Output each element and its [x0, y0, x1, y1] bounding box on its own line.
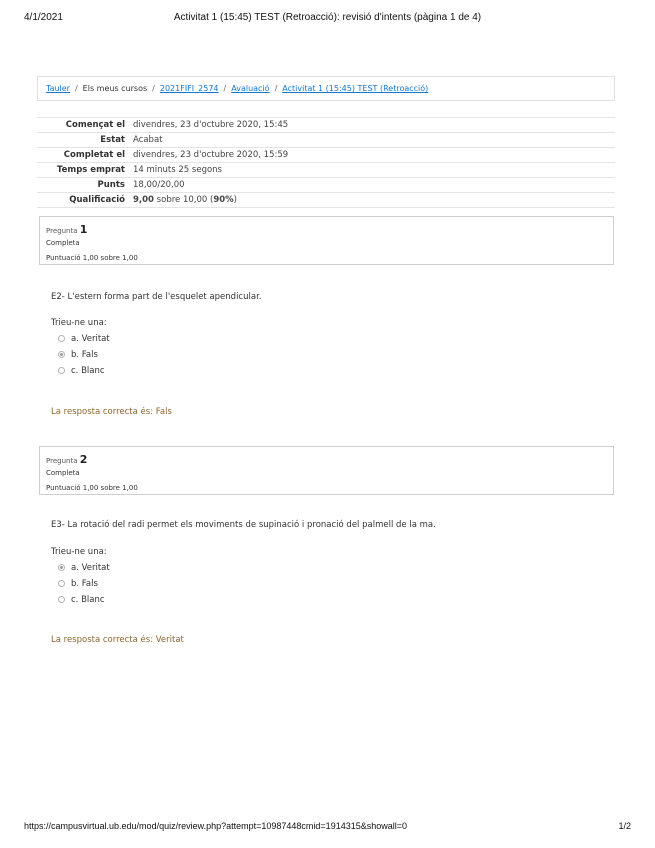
breadcrumb-separator: / [223, 84, 227, 93]
question-number-value: 2 [79, 453, 88, 466]
question-prefix: Pregunta [46, 227, 78, 235]
summary-value: divendres, 23 d'octubre 2020, 15:59 [129, 148, 615, 163]
radio-button[interactable] [58, 596, 65, 603]
breadcrumb [37, 76, 615, 101]
print-date: 4/1/2021 [24, 12, 63, 23]
question-grade: Puntuació 1,00 sobre 1,00 [46, 484, 138, 492]
summary-label: Començat el [37, 118, 129, 133]
breadcrumb-separator: / [74, 84, 78, 93]
breadcrumb-link-tauler[interactable]: Tauler [46, 84, 70, 93]
question-state: Completa [46, 469, 80, 477]
radio-button-checked[interactable] [58, 564, 65, 571]
summary-value: 14 minuts 25 segons [129, 163, 615, 178]
question-1-right-answer: La resposta correcta és: Fals [51, 407, 172, 417]
summary-value: divendres, 23 d'octubre 2020, 15:45 [129, 118, 615, 133]
option-label: a. Veritat [71, 334, 110, 344]
grade-middle: sobre 10,00 ( [153, 195, 214, 205]
breadcrumb-separator: / [274, 84, 278, 93]
print-footer [24, 821, 631, 835]
radio-button[interactable] [58, 580, 65, 587]
print-page-title: Activitat 1 (15:45) TEST (Retroacció): revisió d'intents (pàgina 1 de 4) [173, 12, 482, 23]
summary-row-completed [37, 148, 615, 163]
radio-button-checked[interactable] [58, 351, 65, 358]
breadcrumb-item-cursos: Els meus cursos [82, 84, 148, 93]
question-2-text: E3- La rotació del radi permet els moviments de supinació i pronació del palmell de la ma. [51, 520, 436, 530]
option-label: b. Fals [71, 579, 98, 589]
breadcrumb-separator: / [152, 84, 155, 93]
radio-button[interactable] [58, 335, 65, 342]
breadcrumb-link-avaluacio[interactable]: Avaluació [231, 84, 270, 93]
summary-row-time-taken [37, 163, 615, 178]
question-grade: Puntuació 1,00 sobre 1,00 [46, 254, 138, 262]
question-number [46, 223, 87, 236]
option-label: b. Fals [71, 350, 98, 360]
summary-row-marks [37, 178, 615, 193]
question-2-info [39, 446, 614, 495]
option-label: c. Blanc [71, 366, 105, 376]
summary-row-state [37, 133, 615, 148]
question-state: Completa [46, 239, 80, 247]
grade-end: ) [233, 195, 237, 205]
question-1-info [39, 216, 614, 265]
breadcrumb-link-course[interactable]: 2021FIFI_2574 [159, 84, 219, 93]
print-page-number: 1/2 [618, 821, 631, 831]
option-label: c. Blanc [71, 595, 105, 605]
question-number-value: 1 [79, 223, 88, 236]
question-prefix: Pregunta [46, 457, 78, 465]
summary-label: Completat el [37, 148, 129, 163]
summary-row-started [37, 118, 615, 133]
radio-button[interactable] [58, 367, 65, 374]
summary-label: Punts [37, 178, 129, 193]
question-1-text: E2- L'estern forma part de l'esquelet apendicular. [51, 292, 262, 302]
summary-row-grade [37, 193, 615, 208]
attempt-summary-table [37, 117, 615, 208]
grade-percent: 90% [213, 195, 234, 205]
question-number [46, 453, 87, 466]
question-2-prompt: Trieu-ne una: [51, 547, 107, 557]
summary-label: Temps emprat [37, 163, 129, 178]
summary-label: Qualificació [37, 193, 129, 208]
question-1-prompt: Trieu-ne una: [51, 318, 107, 328]
option-label: a. Veritat [71, 563, 110, 573]
print-header [24, 12, 631, 26]
question-2-right-answer: La resposta correcta és: Veritat [51, 635, 184, 645]
summary-label: Estat [37, 133, 129, 148]
print-url: https://campusvirtual.ub.edu/mod/quiz/review.php?attempt=10987448cmid=1914315&showall=0 [24, 821, 408, 831]
summary-value-grade [129, 193, 615, 208]
breadcrumb-link-activity[interactable]: Activitat 1 (15:45) TEST (Retroacció) [282, 84, 429, 93]
summary-value: 18,00/20,00 [129, 178, 615, 193]
grade-score: 9,00 [133, 195, 154, 205]
summary-value: Acabat [129, 133, 615, 148]
